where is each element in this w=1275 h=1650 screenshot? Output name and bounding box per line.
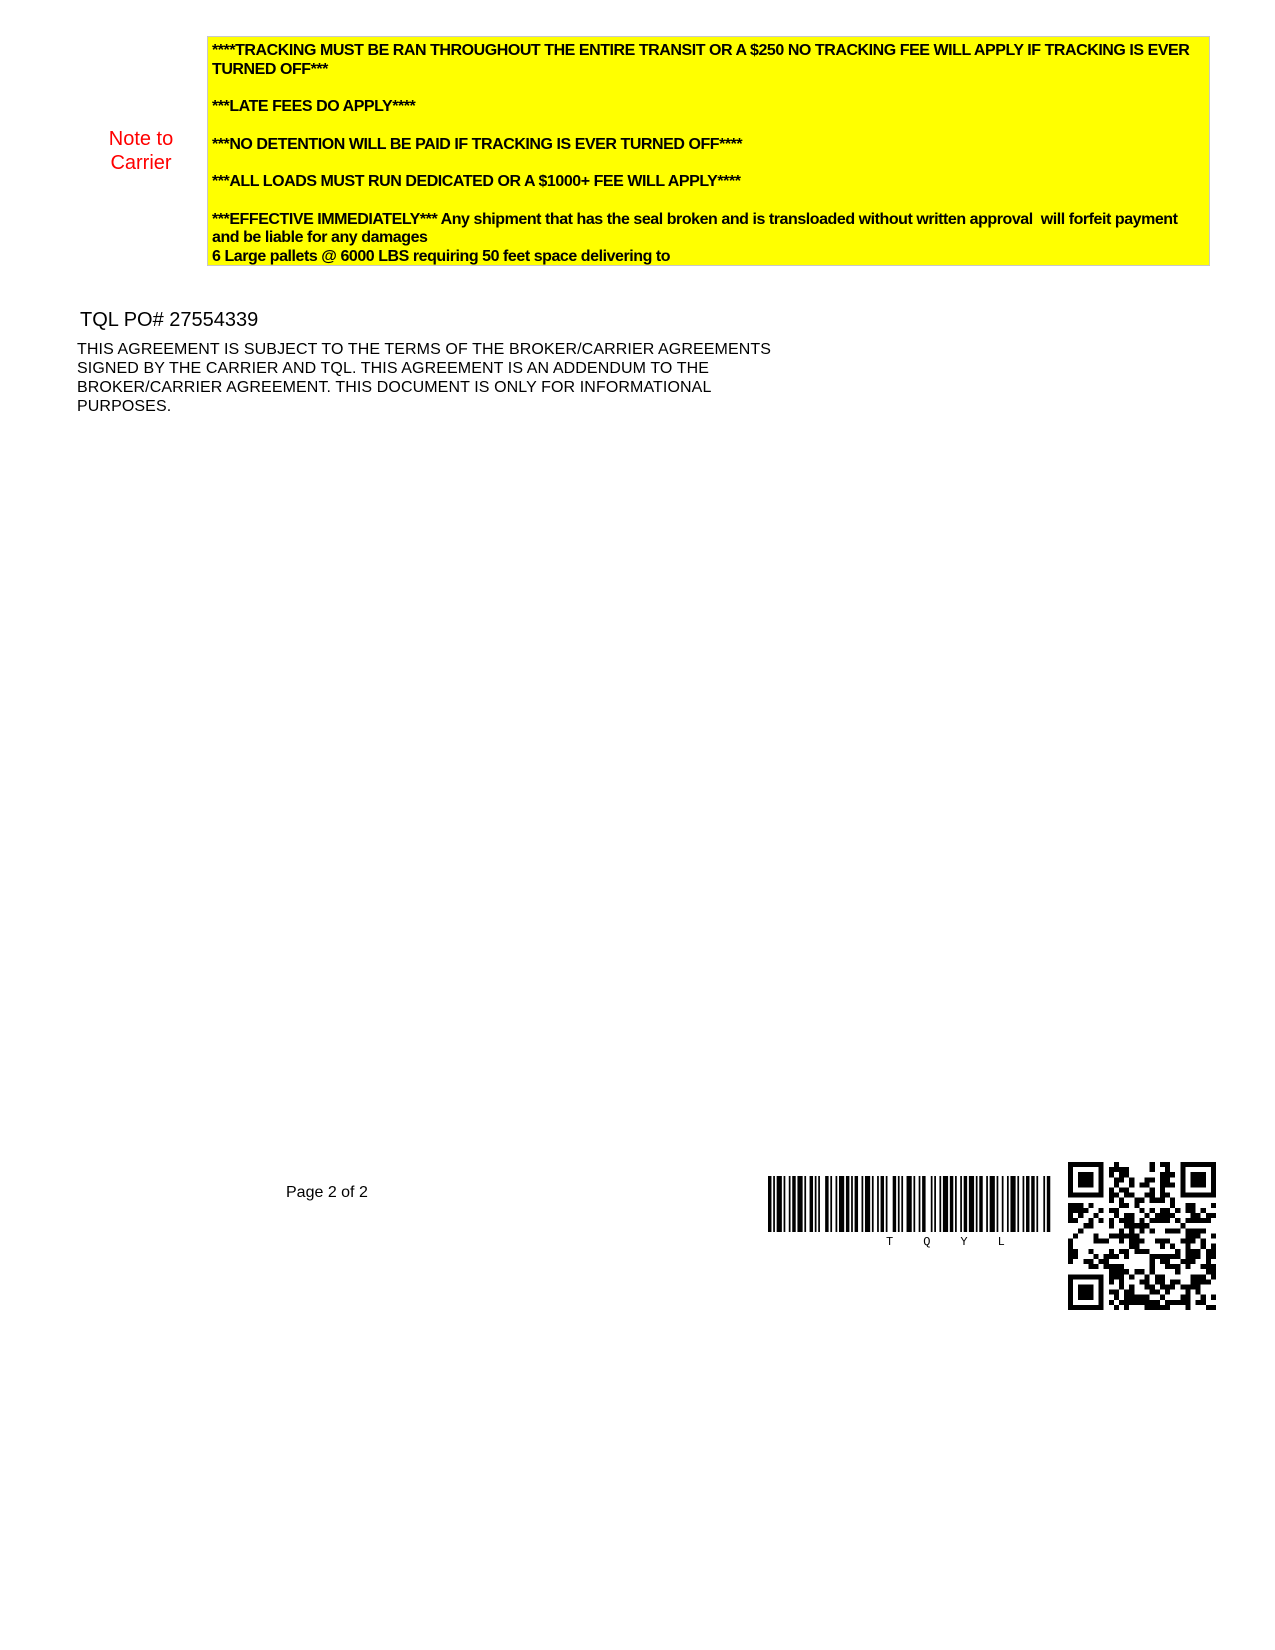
carrier-note-box: [207, 36, 1210, 266]
page-number: Page 2 of 2: [286, 1184, 368, 1201]
note-line-dedicated: ***ALL LOADS MUST RUN DEDICATED OR A $1000+ FEE WILL APPLY****: [212, 173, 741, 190]
agreement-terms: THIS AGREEMENT IS SUBJECT TO THE TERMS OF THE BROKER/CARRIER AGREEMENTS SIGNED BY THE CARRIER AND TQL. THIS AGREEMENT IS AN ADDENDUM TO THE BROKER/CARRIER AGREEMENT. THIS DOCUMENT IS ONLY FOR INFORMATIONAL PURPOSES.: [77, 341, 772, 415]
qr-code-image: [1068, 1162, 1216, 1310]
note-line-tracking: ****TRACKING MUST BE RAN THROUGHOUT THE ENTIRE TRANSIT OR A $250 NO TRACKING FEE WILL APPLY IF TRACKING IS EVER TURNED OFF***: [212, 42, 1194, 78]
note-to-carrier-label: Note to Carrier: [108, 128, 174, 174]
note-line-pallets: 6 Large pallets @ 6000 LBS requiring 50 feet space delivering to: [212, 247, 671, 265]
barcode-caption: TQYL: [886, 1235, 1035, 1249]
note-line-effective: ***EFFECTIVE IMMEDIATELY*** Any shipment that has the seal broken and is transloaded without written approval will forfeit payment and be liable for any damages: [212, 210, 1182, 246]
barcode-image: [768, 1176, 1052, 1234]
note-line-late-fees: ***LATE FEES DO APPLY****: [212, 98, 416, 115]
note-line-detention: ***NO DETENTION WILL BE PAID IF TRACKING IS EVER TURNED OFF****: [212, 135, 743, 153]
po-number: TQL PO# 27554339: [80, 309, 259, 331]
